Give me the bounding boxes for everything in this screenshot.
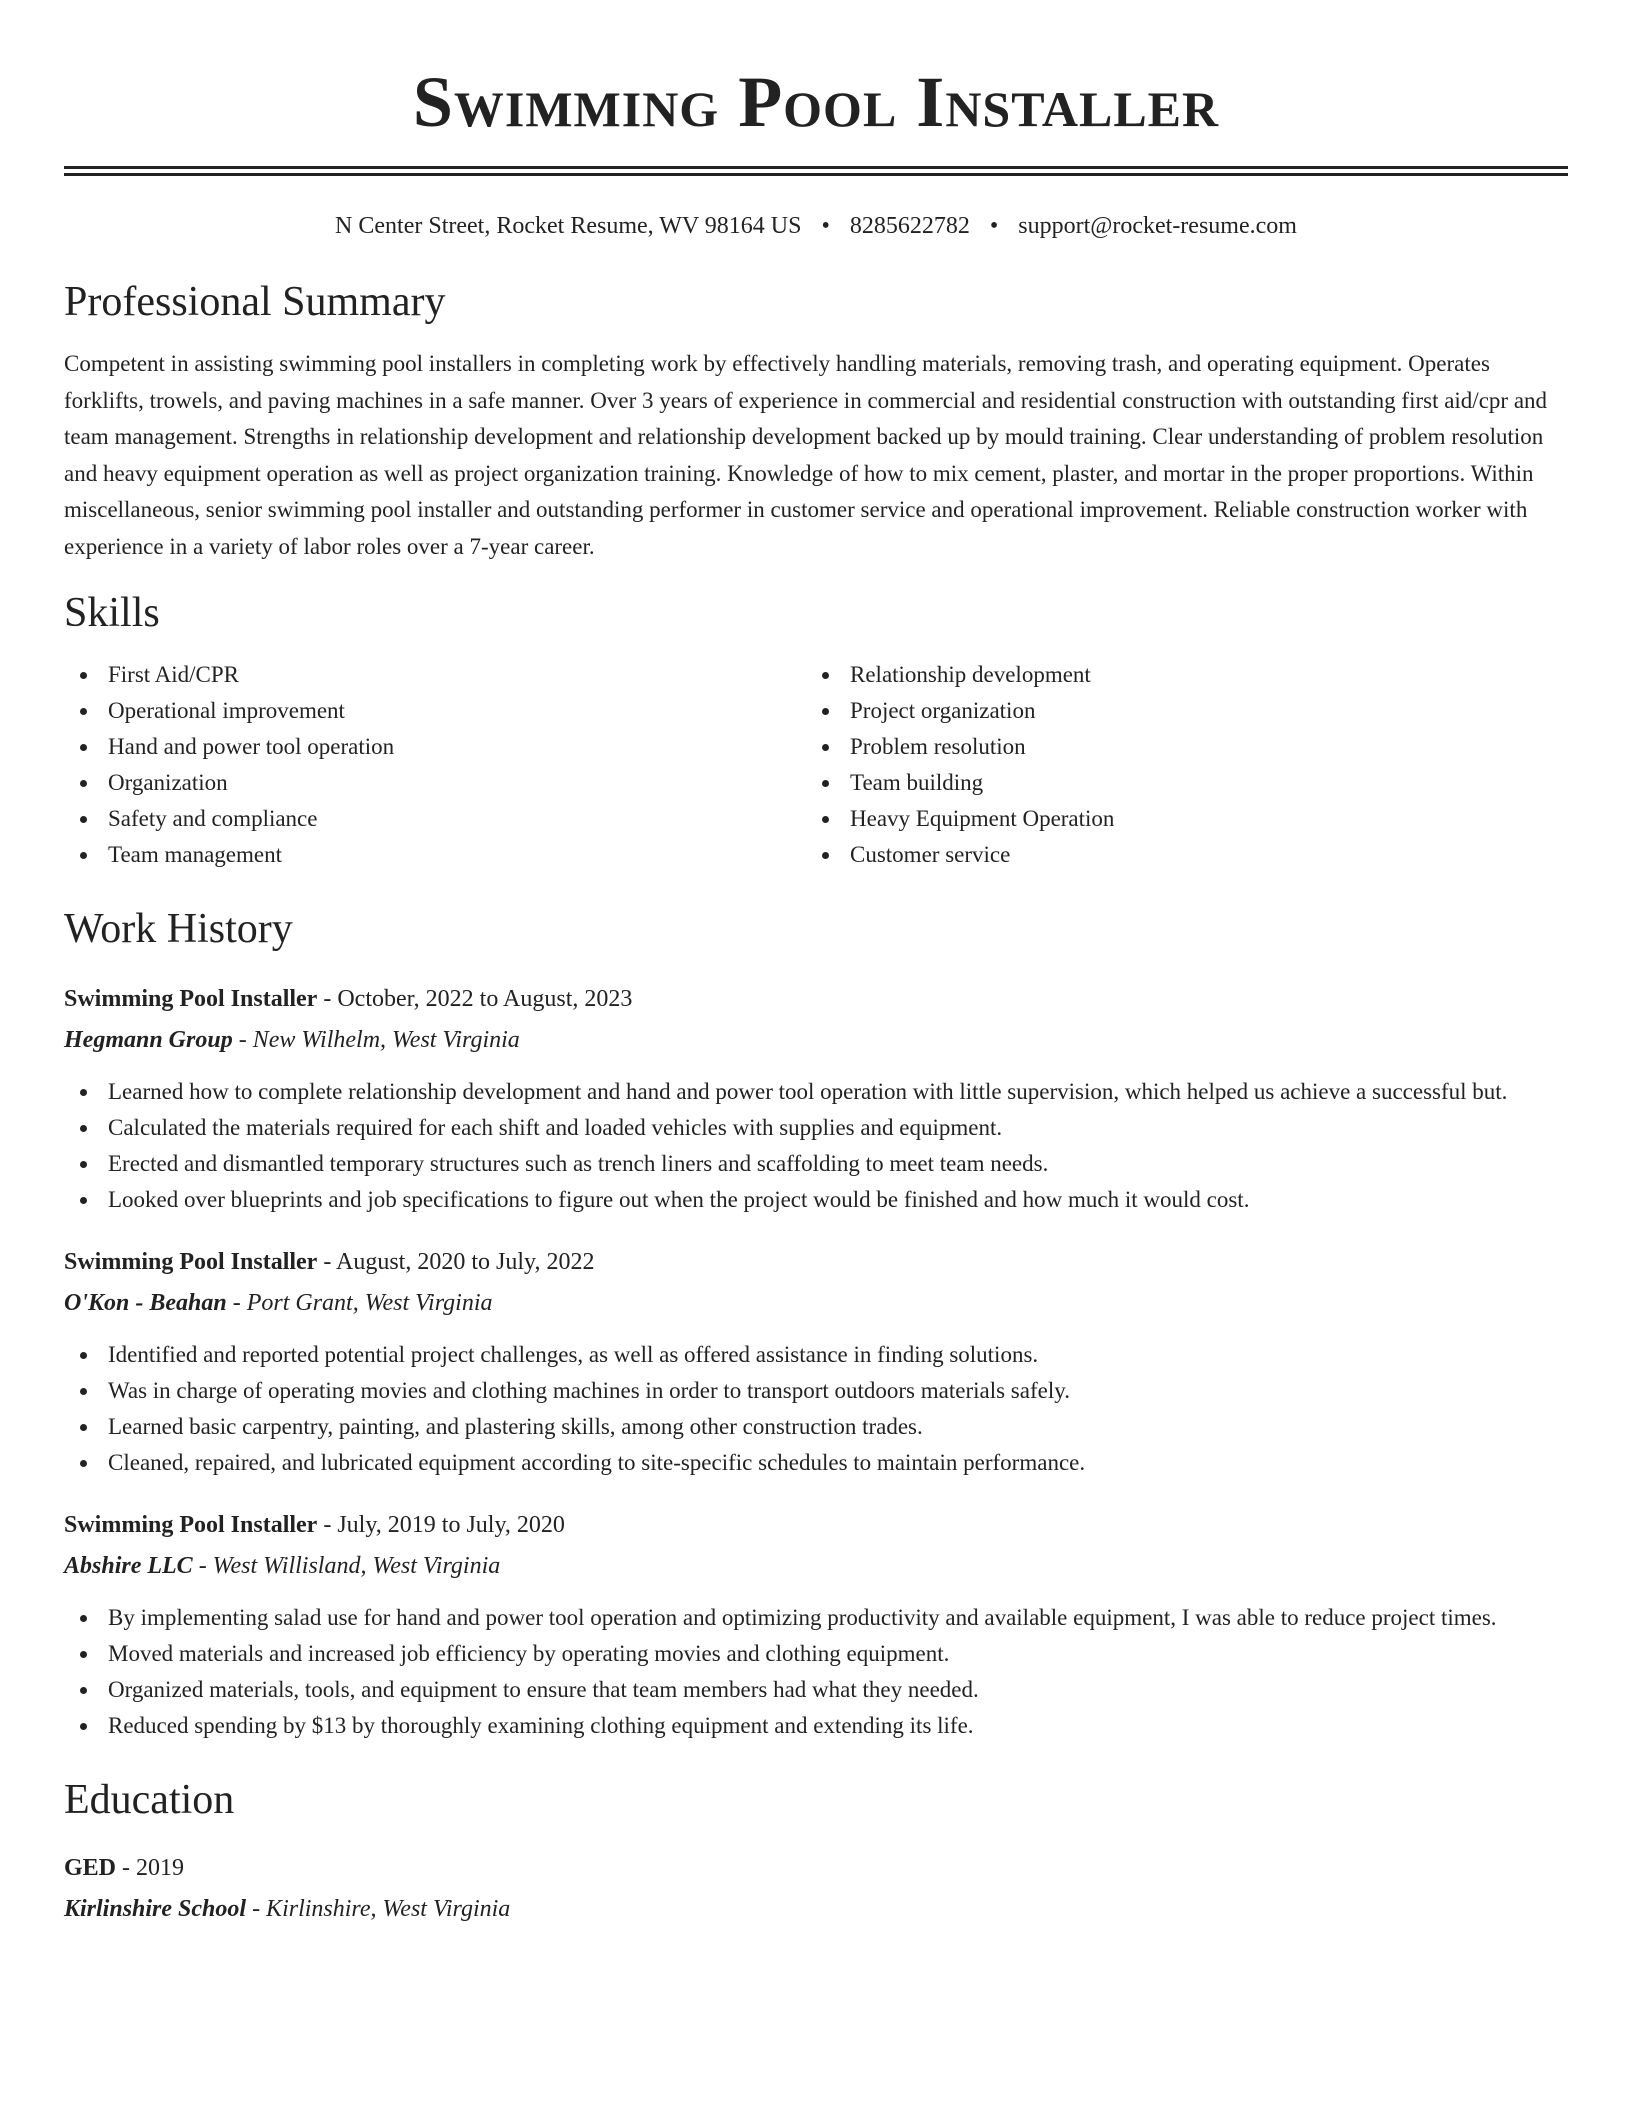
section-title-work-history: Work History [64, 906, 293, 952]
education-entry [64, 1850, 1568, 1927]
job-location: - Port Grant, West Virginia [226, 1290, 493, 1316]
job-bullets [64, 1600, 1568, 1744]
job-role: Swimming Pool Installer [64, 986, 318, 1012]
job-bullet: Looked over blueprints and job specifications to figure out when the project would be finished and how much it would cost. [64, 1182, 1568, 1218]
job-bullet: Reduced spending by $13 by thoroughly examining clothing equipment and extending its life. [64, 1708, 1568, 1744]
job-role: Swimming Pool Installer [64, 1249, 318, 1275]
job-dates: - August, 2020 to July, 2022 [317, 1249, 595, 1275]
job-employer [64, 1022, 1568, 1058]
education-school: Kirlinshire School [64, 1896, 247, 1922]
job-bullet: Calculated the materials required for each shift and loaded vehicles with supplies and equipment. [64, 1110, 1568, 1146]
skill-item: Operational improvement [64, 693, 806, 729]
header-double-rule [64, 166, 1568, 176]
education-year: - 2019 [116, 1855, 185, 1881]
summary-text: Competent in assisting swimming pool installers in completing work by effectively handling materials, removing trash, and operating equipment. Operates forklifts, trowels, and paving machines in a safe manner. Over 3 years of experience in commercial and residential construction with outstanding first aid/cpr and team management. Strengths in relationship development and relationship development backed up by mould training. Clear understanding of problem resolution and heavy equipment operation as well as project organization training. Knowledge of how to mix cement, plaster, and mortar in the proper proportions. Within miscellaneous, senior swimming pool installer and outstanding performer in customer service and operational improvement. Reliable construction worker with experience in a variety of labor roles over a 7-year career. [64, 351, 1548, 559]
job-bullet: Cleaned, repaired, and lubricated equipment according to site-specific schedules to maintain performance. [64, 1445, 1568, 1481]
job-bullets [64, 1337, 1568, 1481]
job-company: Hegmann Group [64, 1027, 233, 1053]
resume-name: Swimming Pool Installer [412, 62, 1220, 142]
job-dates: - October, 2022 to August, 2023 [317, 986, 633, 1012]
section-title-skills: Skills [64, 590, 160, 636]
job-bullet: Erected and dismantled temporary structures such as trench liners and scaffolding to meet team needs. [64, 1146, 1568, 1182]
skill-item: Project organization [806, 693, 1548, 729]
job-location: - West Willisland, West Virginia [192, 1553, 501, 1579]
education-location: - Kirlinshire, West Virginia [246, 1896, 511, 1922]
job-bullet: By implementing salad use for hand and power tool operation and optimizing productivity and available equipment, I was able to reduce project times. [64, 1600, 1568, 1636]
job-company: Abshire LLC [64, 1553, 193, 1579]
bullet-separator: • [989, 213, 999, 239]
contact-line [64, 210, 1568, 242]
skill-item: Team building [806, 765, 1548, 801]
job-entry [64, 1244, 1568, 1481]
skill-item: Customer service [806, 837, 1548, 873]
skill-item: Safety and compliance [64, 801, 806, 837]
skill-item: Hand and power tool operation [64, 729, 806, 765]
job-heading [64, 1507, 1568, 1543]
skills-columns [64, 657, 1568, 873]
job-bullet: Identified and reported potential project challenges, as well as offered assistance in finding solutions. [64, 1337, 1568, 1373]
education-heading [64, 1850, 1568, 1886]
skill-item: Relationship development [806, 657, 1548, 693]
skill-item: Team management [64, 837, 806, 873]
section-title-summary: Professional Summary [64, 279, 446, 325]
contact-address: N Center Street, Rocket Resume, WV 98164 US [335, 213, 802, 239]
job-bullet: Moved materials and increased job efficiency by operating movies and clothing equipment. [64, 1636, 1568, 1672]
skill-item: Organization [64, 765, 806, 801]
section-title-education: Education [64, 1777, 235, 1823]
job-employer [64, 1285, 1568, 1321]
job-bullet: Learned how to complete relationship development and hand and power tool operation with little supervision, which helped us achieve a successful but. [64, 1074, 1568, 1110]
contact-email: support@rocket-resume.com [1018, 213, 1297, 239]
job-heading [64, 1244, 1568, 1280]
skills-right-list [806, 657, 1548, 873]
job-entry [64, 1507, 1568, 1744]
skills-left-list [64, 657, 806, 873]
job-bullets [64, 1074, 1568, 1218]
skill-item: Problem resolution [806, 729, 1548, 765]
education-degree: GED [64, 1855, 117, 1881]
job-dates: - July, 2019 to July, 2020 [317, 1512, 565, 1538]
job-entry [64, 981, 1568, 1218]
contact-phone: 8285622782 [849, 213, 970, 239]
job-bullet: Was in charge of operating movies and clothing machines in order to transport outdoors materials safely. [64, 1373, 1568, 1409]
skill-item: Heavy Equipment Operation [806, 801, 1548, 837]
job-bullet: Organized materials, tools, and equipment to ensure that team members had what they needed. [64, 1672, 1568, 1708]
job-heading [64, 981, 1568, 1017]
bullet-separator: • [821, 213, 830, 239]
job-bullet: Learned basic carpentry, painting, and plastering skills, among other construction trades. [64, 1409, 1568, 1445]
job-employer [64, 1548, 1568, 1584]
job-role: Swimming Pool Installer [64, 1512, 318, 1538]
job-company: O'Kon - Beahan [64, 1290, 227, 1316]
skill-item: First Aid/CPR [64, 657, 806, 693]
education-school-line [64, 1891, 1568, 1927]
job-location: - New Wilhelm, West Virginia [232, 1027, 520, 1053]
